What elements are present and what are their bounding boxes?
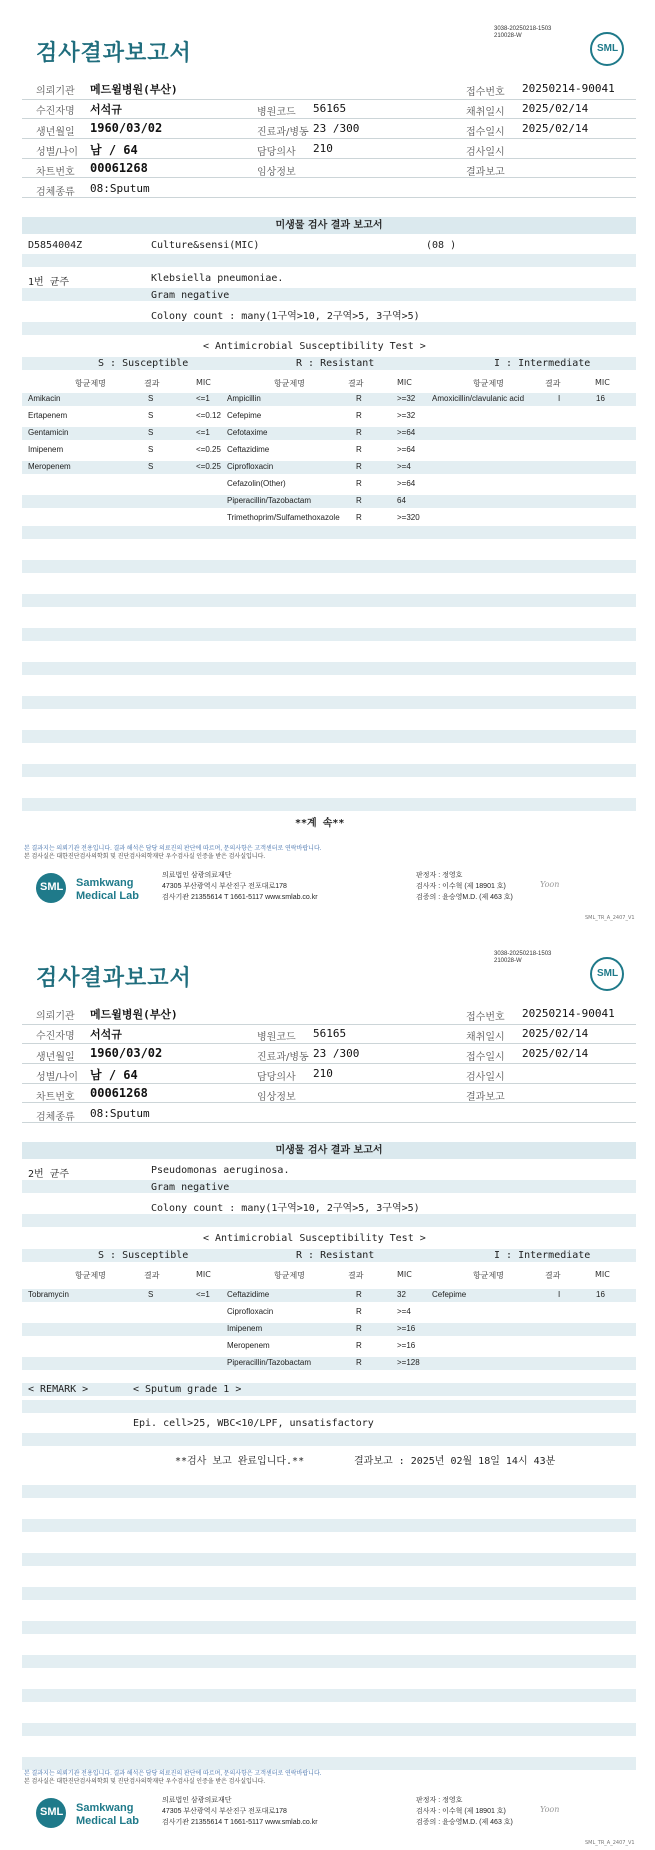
ast-cell: I bbox=[558, 394, 561, 403]
ast-cell: R bbox=[356, 496, 362, 505]
name-value: 서석규 bbox=[90, 1028, 122, 1041]
doc-id-line2: 210028-W bbox=[494, 958, 522, 964]
ast-row-band bbox=[22, 1357, 636, 1370]
col-drug-3: 항균제명 bbox=[473, 379, 504, 388]
ast-cell: >=64 bbox=[397, 479, 416, 488]
sml-logo-text: SML bbox=[597, 43, 619, 54]
ast-cell: <=0.25 bbox=[196, 462, 221, 471]
signature: Yoon bbox=[540, 880, 560, 889]
row-band bbox=[22, 1485, 636, 1498]
complete-text: **검사 보고 완료입니다.** bbox=[175, 1456, 305, 1467]
sexage-label: 성별/나이 bbox=[36, 1072, 79, 1083]
ast-row-band bbox=[22, 1289, 636, 1302]
continued-text: **계 속** bbox=[295, 818, 345, 829]
ast-cell: Meropenem bbox=[28, 462, 71, 471]
report-time: 결과보고 : 2025년 02월 18일 14시 43분 bbox=[354, 1456, 556, 1467]
organism-name: Pseudomonas aeruginosa. bbox=[151, 1165, 290, 1176]
ast-cell: Imipenem bbox=[227, 1324, 263, 1333]
ast-cell: S bbox=[148, 1290, 154, 1299]
ast-cell: Ampicillin bbox=[227, 394, 261, 403]
row-band bbox=[22, 1553, 636, 1566]
signer-tester: 검사자 : 이수혁 (제 18901 호) bbox=[416, 1808, 506, 1815]
divider bbox=[22, 1063, 636, 1064]
ast-cell: <=1 bbox=[196, 394, 210, 403]
organism-label: 2번 균주 bbox=[28, 1169, 70, 1180]
footer-note-2: 본 검사실은 대한진단검사의학회 및 진단검사의학재단 우수검사실 인증을 받은 검사실입니다. bbox=[24, 854, 266, 860]
remark-label: < REMARK > bbox=[28, 1384, 89, 1395]
ast-cell: Ciprofloxacin bbox=[227, 1307, 274, 1316]
collect-label: 채취일시 bbox=[466, 1032, 505, 1043]
ast-cell: <=0.25 bbox=[196, 445, 221, 454]
ast-cell: R bbox=[356, 445, 362, 454]
col-result-1: 결과 bbox=[144, 1271, 160, 1280]
col-mic-2: MIC bbox=[397, 1270, 412, 1279]
ast-cell: 16 bbox=[596, 394, 605, 403]
col-drug-1: 항균제명 bbox=[75, 379, 106, 388]
divider bbox=[22, 118, 636, 119]
ast-cell: R bbox=[356, 1307, 362, 1316]
row-band bbox=[22, 662, 636, 675]
ast-cell: 16 bbox=[596, 1290, 605, 1299]
ast-cell: Ciprofloxacin bbox=[227, 462, 274, 471]
footer-address: 47305 부산광역시 부산진구 전포대로178 bbox=[162, 883, 287, 890]
col-result-3: 결과 bbox=[545, 1271, 561, 1280]
divider bbox=[22, 1102, 636, 1103]
name-label: 수진자명 bbox=[36, 1031, 75, 1042]
col-drug-1: 항균제명 bbox=[75, 1271, 106, 1280]
collect-label: 채취일시 bbox=[466, 107, 505, 118]
signer-verifier: 검증의 : 윤승영M.D. (제 463 호) bbox=[416, 1819, 513, 1826]
footer-reg: 검사기관 21355614 T 1661-5117 www.smlab.co.kr bbox=[162, 1819, 318, 1826]
ast-cell: R bbox=[356, 513, 362, 522]
row-band bbox=[22, 254, 636, 267]
divider bbox=[22, 1122, 636, 1123]
sml-logo-text: SML bbox=[597, 968, 619, 979]
row-band bbox=[22, 798, 636, 811]
collect-value: 2025/02/14 bbox=[522, 102, 589, 115]
test-code-paren: (08 ) bbox=[426, 240, 457, 251]
legend-susceptible: S : Susceptible bbox=[98, 358, 189, 369]
requester-label: 의뢰기관 bbox=[36, 86, 75, 97]
legend-susceptible: S : Susceptible bbox=[98, 1250, 189, 1261]
ast-cell: Cefotaxime bbox=[227, 428, 268, 437]
footer-corp: 의료법인 삼광의료재단 bbox=[162, 1797, 232, 1804]
ast-cell: >=320 bbox=[397, 513, 420, 522]
chart-label: 차트번호 bbox=[36, 167, 75, 178]
brand-name: Samkwang bbox=[76, 877, 134, 889]
ward-value: 23 /300 bbox=[313, 122, 360, 135]
specimen-label: 검체종류 bbox=[36, 187, 75, 198]
sml-footer-logo-text: SML bbox=[40, 881, 64, 893]
hospcode-value: 56165 bbox=[313, 1027, 347, 1040]
ast-cell: R bbox=[356, 1341, 362, 1350]
colony-count: Colony count : many(1구역>10, 2구역>5, 3구역>5) bbox=[151, 311, 420, 322]
row-band bbox=[22, 730, 636, 743]
row-band bbox=[22, 1519, 636, 1532]
ast-row-band bbox=[22, 495, 636, 508]
col-result-2: 결과 bbox=[348, 379, 364, 388]
row-band bbox=[22, 1587, 636, 1600]
sml-logo-icon bbox=[590, 957, 624, 991]
brand-name: Samkwang bbox=[76, 1802, 134, 1814]
receipt-value: 2025/02/14 bbox=[522, 122, 589, 135]
doctor-label: 담당의사 bbox=[257, 147, 296, 158]
ward-label: 진료과/병동 bbox=[257, 127, 309, 138]
row-band bbox=[22, 1180, 636, 1193]
row-band bbox=[22, 526, 636, 539]
ast-cell: >=16 bbox=[397, 1341, 416, 1350]
specimen-value: 08:Sputum bbox=[90, 182, 150, 195]
row-band bbox=[22, 322, 636, 335]
col-result-2: 결과 bbox=[348, 1271, 364, 1280]
sexage-label: 성별/나이 bbox=[36, 147, 79, 158]
row-band bbox=[22, 1689, 636, 1702]
ast-cell: S bbox=[148, 445, 154, 454]
legend-resistant: R : Resistant bbox=[296, 358, 375, 369]
ast-cell: S bbox=[148, 428, 154, 437]
test-name: Culture&sensi(MIC) bbox=[151, 240, 260, 251]
report-page-2 bbox=[0, 925, 655, 1850]
divider bbox=[22, 177, 636, 178]
ast-row-band bbox=[22, 393, 636, 406]
sml-footer-logo-icon bbox=[36, 1798, 66, 1828]
testdate-label: 검사일시 bbox=[466, 147, 505, 158]
ast-cell: Meropenem bbox=[227, 1341, 270, 1350]
ast-cell: Cefepime bbox=[227, 411, 262, 420]
divider bbox=[22, 1043, 636, 1044]
col-result-1: 결과 bbox=[144, 379, 160, 388]
hospcode-value: 56165 bbox=[313, 102, 347, 115]
specimen-value: 08:Sputum bbox=[90, 1107, 150, 1120]
divider bbox=[22, 99, 636, 100]
ast-cell: Imipenem bbox=[28, 445, 64, 454]
ast-title: < Antimicrobial Susceptibility Test > bbox=[203, 341, 426, 352]
remark-text: Epi. cell>25, WBC<10/LPF, unsatisfactory bbox=[133, 1418, 374, 1429]
divider bbox=[22, 138, 636, 139]
section-title: 미생물 검사 결과 보고서 bbox=[22, 217, 636, 234]
doctor-value: 210 bbox=[313, 1067, 333, 1080]
ast-cell: Amikacin bbox=[28, 394, 61, 403]
dob-label: 생년월일 bbox=[36, 127, 75, 138]
ast-cell: >=32 bbox=[397, 411, 416, 420]
form-version: SML_TR_A_2407_V1 bbox=[585, 915, 635, 921]
ast-cell: R bbox=[356, 1358, 362, 1367]
brand-name-2: Medical Lab bbox=[76, 890, 139, 902]
gram-stain: Gram negative bbox=[151, 1182, 230, 1193]
col-mic-1: MIC bbox=[196, 1270, 211, 1279]
ast-cell: R bbox=[356, 479, 362, 488]
ast-cell: <=1 bbox=[196, 428, 210, 437]
col-mic-1: MIC bbox=[196, 378, 211, 387]
colony-count: Colony count : many(1구역>10, 2구역>5, 3구역>5) bbox=[151, 1203, 420, 1214]
ast-cell: S bbox=[148, 462, 154, 471]
footer-note-1: 본 결과지는 의뢰기관 전용입니다. 결과 해석은 담당 의료진의 판단에 따르며, 문의사항은 고객센터로 연락바랍니다. bbox=[24, 846, 322, 852]
chart-label: 차트번호 bbox=[36, 1092, 75, 1103]
footer-reg: 검사기관 21355614 T 1661-5117 www.smlab.co.kr bbox=[162, 894, 318, 901]
doctor-label: 담당의사 bbox=[257, 1072, 296, 1083]
footer-corp: 의료법인 삼광의료재단 bbox=[162, 872, 232, 879]
ast-cell: >=4 bbox=[397, 1307, 411, 1316]
row-band bbox=[22, 594, 636, 607]
name-value: 서석규 bbox=[90, 103, 122, 116]
test-code: D5854004Z bbox=[28, 240, 83, 251]
ast-cell: Piperacillin/Tazobactam bbox=[227, 1358, 312, 1367]
col-mic-3: MIC bbox=[595, 1270, 610, 1279]
ast-cell: Gentamicin bbox=[28, 428, 69, 437]
ast-cell: >=64 bbox=[397, 428, 416, 437]
brand-name-2: Medical Lab bbox=[76, 1815, 139, 1827]
gram-stain: Gram negative bbox=[151, 290, 230, 301]
organism-label: 1번 균주 bbox=[28, 277, 70, 288]
doctor-value: 210 bbox=[313, 142, 333, 155]
dob-label: 생년월일 bbox=[36, 1052, 75, 1063]
name-label: 수진자명 bbox=[36, 106, 75, 117]
collect-value: 2025/02/14 bbox=[522, 1027, 589, 1040]
ast-cell: R bbox=[356, 394, 362, 403]
footer-note-2: 본 검사실은 대한진단검사의학회 및 진단검사의학재단 우수검사실 인증을 받은 검사실입니다. bbox=[24, 1779, 266, 1785]
receipt-label: 접수일시 bbox=[466, 1052, 505, 1063]
sml-footer-logo-icon bbox=[36, 873, 66, 903]
ast-cell: R bbox=[356, 1290, 362, 1299]
ast-cell: Piperacillin/Tazobactam bbox=[227, 496, 312, 505]
ast-cell: >=128 bbox=[397, 1358, 420, 1367]
ast-cell: Ertapenem bbox=[28, 411, 68, 420]
sexage-value: 남 / 64 bbox=[90, 1068, 138, 1082]
col-drug-2: 항균제명 bbox=[274, 379, 305, 388]
sml-footer-logo-text: SML bbox=[40, 1806, 64, 1818]
recno-label: 접수번호 bbox=[466, 1012, 505, 1023]
ast-cell: Trimethoprim/Sulfamethoxazole bbox=[227, 513, 340, 522]
report-label: 결과보고 bbox=[466, 1092, 505, 1103]
ast-cell: 32 bbox=[397, 1290, 406, 1299]
row-band bbox=[22, 1723, 636, 1736]
legend-intermediate: I : Intermediate bbox=[494, 358, 591, 369]
section-title: 미생물 검사 결과 보고서 bbox=[22, 1142, 636, 1159]
row-band bbox=[22, 1655, 636, 1668]
report-label: 결과보고 bbox=[466, 167, 505, 178]
row-band bbox=[22, 1621, 636, 1634]
legend-intermediate: I : Intermediate bbox=[494, 1250, 591, 1261]
ast-cell: <=0.12 bbox=[196, 411, 221, 420]
receipt-label: 접수일시 bbox=[466, 127, 505, 138]
row-band bbox=[22, 560, 636, 573]
divider bbox=[22, 158, 636, 159]
page-title: 검사결과보고서 bbox=[36, 966, 192, 991]
row-band bbox=[22, 628, 636, 641]
row-band bbox=[22, 1214, 636, 1227]
hospcode-label: 병원코드 bbox=[257, 1032, 296, 1043]
remark-title: < Sputum grade 1 > bbox=[133, 1384, 242, 1395]
ast-cell: <=1 bbox=[196, 1290, 210, 1299]
ast-cell: Amoxicillin/clavulanic acid bbox=[432, 394, 525, 403]
recno-value: 20250214-90041 bbox=[522, 1007, 615, 1020]
ast-cell: Cefepime bbox=[432, 1290, 467, 1299]
hospcode-label: 병원코드 bbox=[257, 107, 296, 118]
col-mic-2: MIC bbox=[397, 378, 412, 387]
requester-value: 메드윌병원(부산) bbox=[90, 83, 178, 96]
ast-cell: Tobramycin bbox=[28, 1290, 69, 1299]
col-result-3: 결과 bbox=[545, 379, 561, 388]
ast-row-band bbox=[22, 427, 636, 440]
ast-cell: R bbox=[356, 411, 362, 420]
dob-value: 1960/03/02 bbox=[90, 1046, 163, 1060]
col-mic-3: MIC bbox=[595, 378, 610, 387]
ast-row-band bbox=[22, 461, 636, 474]
divider bbox=[22, 197, 636, 198]
form-version: SML_TR_A_2407_V1 bbox=[585, 1840, 635, 1846]
dob-value: 1960/03/02 bbox=[90, 121, 163, 135]
organism-name: Klebsiella pneumoniae. bbox=[151, 273, 284, 284]
signer-verifier: 검증의 : 윤승영M.D. (제 463 호) bbox=[416, 894, 513, 901]
signer-judge: 판정자 : 정영호 bbox=[416, 872, 463, 879]
clinical-label: 임상정보 bbox=[257, 1092, 296, 1103]
ast-row-band bbox=[22, 1323, 636, 1336]
row-band bbox=[22, 288, 636, 301]
col-drug-3: 항균제명 bbox=[473, 1271, 504, 1280]
ast-cell: R bbox=[356, 1324, 362, 1333]
doc-id-line2: 210028-W bbox=[494, 33, 522, 39]
footer-address: 47305 부산광역시 부산진구 전포대로178 bbox=[162, 1808, 287, 1815]
ast-cell: S bbox=[148, 411, 154, 420]
clinical-label: 임상정보 bbox=[257, 167, 296, 178]
row-band bbox=[22, 1433, 636, 1446]
ast-cell: >=4 bbox=[397, 462, 411, 471]
ast-cell: >=64 bbox=[397, 445, 416, 454]
chart-value: 00061268 bbox=[90, 161, 148, 175]
divider bbox=[22, 1083, 636, 1084]
ast-cell: Ceftazidime bbox=[227, 1290, 270, 1299]
signer-tester: 검사자 : 이수혁 (제 18901 호) bbox=[416, 883, 506, 890]
testdate-label: 검사일시 bbox=[466, 1072, 505, 1083]
ward-label: 진료과/병동 bbox=[257, 1052, 309, 1063]
signer-judge: 판정자 : 정영호 bbox=[416, 1797, 463, 1804]
ast-title: < Antimicrobial Susceptibility Test > bbox=[203, 1233, 426, 1244]
row-band bbox=[22, 764, 636, 777]
page-title: 검사결과보고서 bbox=[36, 41, 192, 66]
divider bbox=[22, 1024, 636, 1025]
ast-cell: Cefazolin(Other) bbox=[227, 479, 286, 488]
row-band bbox=[22, 696, 636, 709]
chart-value: 00061268 bbox=[90, 1086, 148, 1100]
requester-value: 메드윌병원(부산) bbox=[90, 1008, 178, 1021]
sml-logo-icon bbox=[590, 32, 624, 66]
row-band bbox=[22, 1383, 636, 1396]
sexage-value: 남 / 64 bbox=[90, 143, 138, 157]
ast-cell: R bbox=[356, 462, 362, 471]
ast-cell: I bbox=[558, 1290, 561, 1299]
ward-value: 23 /300 bbox=[313, 1047, 360, 1060]
footer-note-1: 본 결과지는 의뢰기관 전용입니다. 결과 해석은 담당 의료진의 판단에 따르며, 문의사항은 고객센터로 연락바랍니다. bbox=[24, 1771, 322, 1777]
ast-cell: >=16 bbox=[397, 1324, 416, 1333]
specimen-label: 검체종류 bbox=[36, 1112, 75, 1123]
recno-value: 20250214-90041 bbox=[522, 82, 615, 95]
row-band bbox=[22, 1400, 636, 1413]
doc-id-line1: 3038-20250218-1503 bbox=[494, 951, 552, 957]
recno-label: 접수번호 bbox=[466, 87, 505, 98]
receipt-value: 2025/02/14 bbox=[522, 1047, 589, 1060]
ast-cell: 64 bbox=[397, 496, 406, 505]
signature: Yoon bbox=[540, 1805, 560, 1814]
doc-id-line1: 3038-20250218-1503 bbox=[494, 26, 552, 32]
requester-label: 의뢰기관 bbox=[36, 1011, 75, 1022]
legend-resistant: R : Resistant bbox=[296, 1250, 375, 1261]
col-drug-2: 항균제명 bbox=[274, 1271, 305, 1280]
ast-cell: S bbox=[148, 394, 154, 403]
ast-cell: R bbox=[356, 428, 362, 437]
ast-cell: Ceftazidime bbox=[227, 445, 270, 454]
ast-cell: >=32 bbox=[397, 394, 416, 403]
